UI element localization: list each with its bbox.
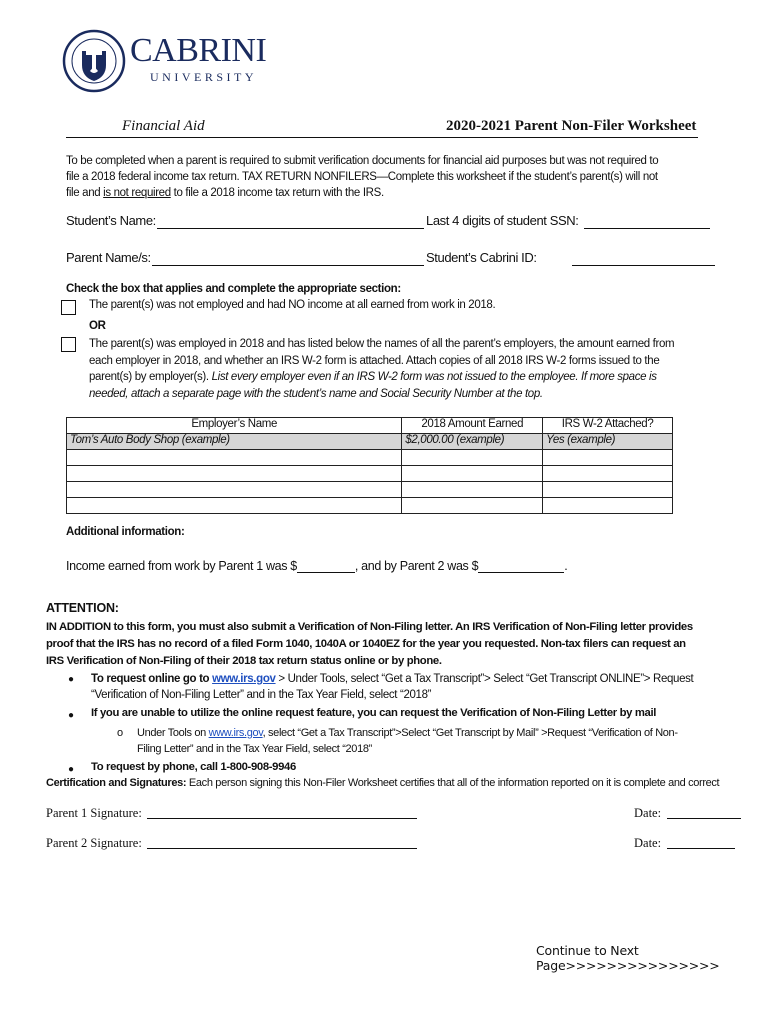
intro-line-1: To be completed when a parent is required to submit verification documents for financial aid purposes but was not required to (66, 155, 659, 167)
parent1-signature-label: Parent 1 Signature: (46, 806, 142, 820)
table-row (67, 498, 673, 514)
student-name-field[interactable] (157, 212, 424, 229)
continue-note: Continue to Next Page>>>>>>>>>>>>>>> (536, 943, 720, 973)
w2-cell[interactable] (543, 466, 673, 482)
date1-label: Date: (634, 806, 662, 820)
example-amount: $2,000.00 (example) (402, 434, 543, 450)
table-row (67, 466, 673, 482)
header-employer-name: Employer’s Name (67, 418, 402, 434)
parent1-signature-field[interactable] (147, 805, 417, 819)
logo-subtitle: UNIVERSITY (150, 70, 257, 84)
parent-name-label: Parent Name/s: (66, 250, 151, 265)
employer-cell[interactable] (67, 498, 402, 514)
example-employer: Tom’s Auto Body Shop (example) (67, 434, 402, 450)
amount-cell[interactable] (402, 482, 543, 498)
w2-cell[interactable] (543, 482, 673, 498)
cabrini-id-label: Student’s Cabrini ID: (426, 250, 537, 265)
worksheet-title: 2020-2021 Parent Non-Filer Worksheet (446, 118, 697, 134)
attention-heading: ATTENTION: (46, 601, 119, 615)
irs-link-mail[interactable]: www.irs.gov (208, 727, 263, 739)
check-heading: Check the box that applies and complete the appropriate section: (66, 283, 401, 295)
amount-cell[interactable] (402, 498, 543, 514)
seal-icon (62, 29, 126, 93)
w2-cell[interactable] (543, 450, 673, 466)
additional-heading: Additional information: (66, 526, 185, 538)
amount-cell[interactable] (402, 450, 543, 466)
intro-paragraph (66, 153, 726, 201)
not-employed-checkbox[interactable] (61, 300, 76, 315)
employer-cell[interactable] (67, 482, 402, 498)
irs-link[interactable]: www.irs.gov (212, 673, 276, 685)
parent2-income-field[interactable] (478, 558, 564, 573)
table-header-row (67, 418, 673, 434)
certification-line: Certification and Signatures: Each person signing this Non-Filer Worksheet certifies that all of the information reported on it is complete and correct (46, 777, 720, 789)
date2-label: Date: (634, 836, 662, 850)
date1-field[interactable] (667, 805, 741, 819)
bullet-icon: ● (68, 674, 75, 685)
attention-paragraph: IN ADDITION to this form, you must also submit a Verification of Non-Filing letter. An IRS Verification of Non-Filing letter provides proof that the IRS has no record of a filed Form 1040, 1040A or 1040EZ for the year you requested. Non-tax filers can request an IRS Verification of Non-Filing of their 2018 tax return status online or by phone. (46, 621, 693, 667)
circle-bullet-icon: o (117, 727, 124, 739)
option-not-employed: The parent(s) was not employed and had NO income at all earned from work in 2018. (89, 299, 496, 311)
ssn-label: Last 4 digits of student SSN: (426, 213, 579, 228)
logo-name: CABRINI (130, 32, 267, 69)
cabrini-id-field[interactable] (572, 249, 715, 266)
bullet-icon: ● (68, 764, 75, 775)
parent1-income-field[interactable] (297, 558, 355, 573)
table-row (67, 482, 673, 498)
mail-sub-item: Under Tools on www.irs.gov, select “Get a Tax Transcript”>Select “Get Transcript by Mail” >Request “Verification of Non- Filing Letter” and in the Tax Year Field, select “2018” (137, 727, 678, 755)
option-employed: The parent(s) was employed in 2018 and has listed below the names of all the parent’s employers, the amount earned from each employer in 2018, and whether an IRS W-2 form is attached. Attach copies of all 2018 IRS W-2 forms issued to the parent(s) by employer(s). List every employer even if an IRS W-2 form was not issued to the employee. If more space is needed, attach a separate page with the student’s name and Social Security Number at the top. (89, 338, 675, 400)
w2-cell[interactable] (543, 498, 673, 514)
parent-name-field[interactable] (152, 249, 424, 266)
example-w2: Yes (example) (543, 434, 673, 450)
mail-request-item: If you are unable to utilize the online request feature, you can request the Verification of Non-Filing Letter by mail (91, 707, 657, 719)
date2-field[interactable] (667, 835, 735, 849)
parent2-signature-label: Parent 2 Signature: (46, 836, 142, 850)
amount-cell[interactable] (402, 466, 543, 482)
bullet-icon: ● (68, 710, 75, 721)
employer-table (66, 417, 673, 514)
header-w2-attached: IRS W-2 Attached? (543, 418, 673, 434)
online-request-item: To request online go to www.irs.gov > Under Tools, select “Get a Tax Transcript”> Select “Get Transcript ONLINE”> Request “Verification of Non-Filing Letter” and in the Tax Year Field, select “2018” (91, 673, 694, 701)
employer-cell[interactable] (67, 466, 402, 482)
income-line: Income earned from work by Parent 1 was $ , and by Parent 2 was $ . (66, 559, 568, 573)
employed-checkbox[interactable] (61, 337, 76, 352)
intro-line-2: file a 2018 federal income tax return. TAX RETURN NONFILERS—Complete this worksheet if the student’s parent(s) will not (66, 171, 658, 183)
or-label: OR (89, 320, 106, 332)
ssn-field[interactable] (584, 212, 710, 229)
section-label: Financial Aid (122, 118, 205, 134)
intro-line-3: file and is not required to file a 2018 income tax return with the IRS. (66, 187, 384, 199)
student-name-label: Student’s Name: (66, 213, 156, 228)
header-rule (66, 137, 698, 138)
employer-cell[interactable] (67, 450, 402, 466)
phone-request-item: To request by phone, call 1-800-908-9946 (91, 761, 296, 773)
parent2-signature-field[interactable] (147, 835, 417, 849)
university-logo (62, 28, 267, 94)
table-row (67, 450, 673, 466)
table-row-example (67, 434, 673, 450)
header-amount-earned: 2018 Amount Earned (402, 418, 543, 434)
